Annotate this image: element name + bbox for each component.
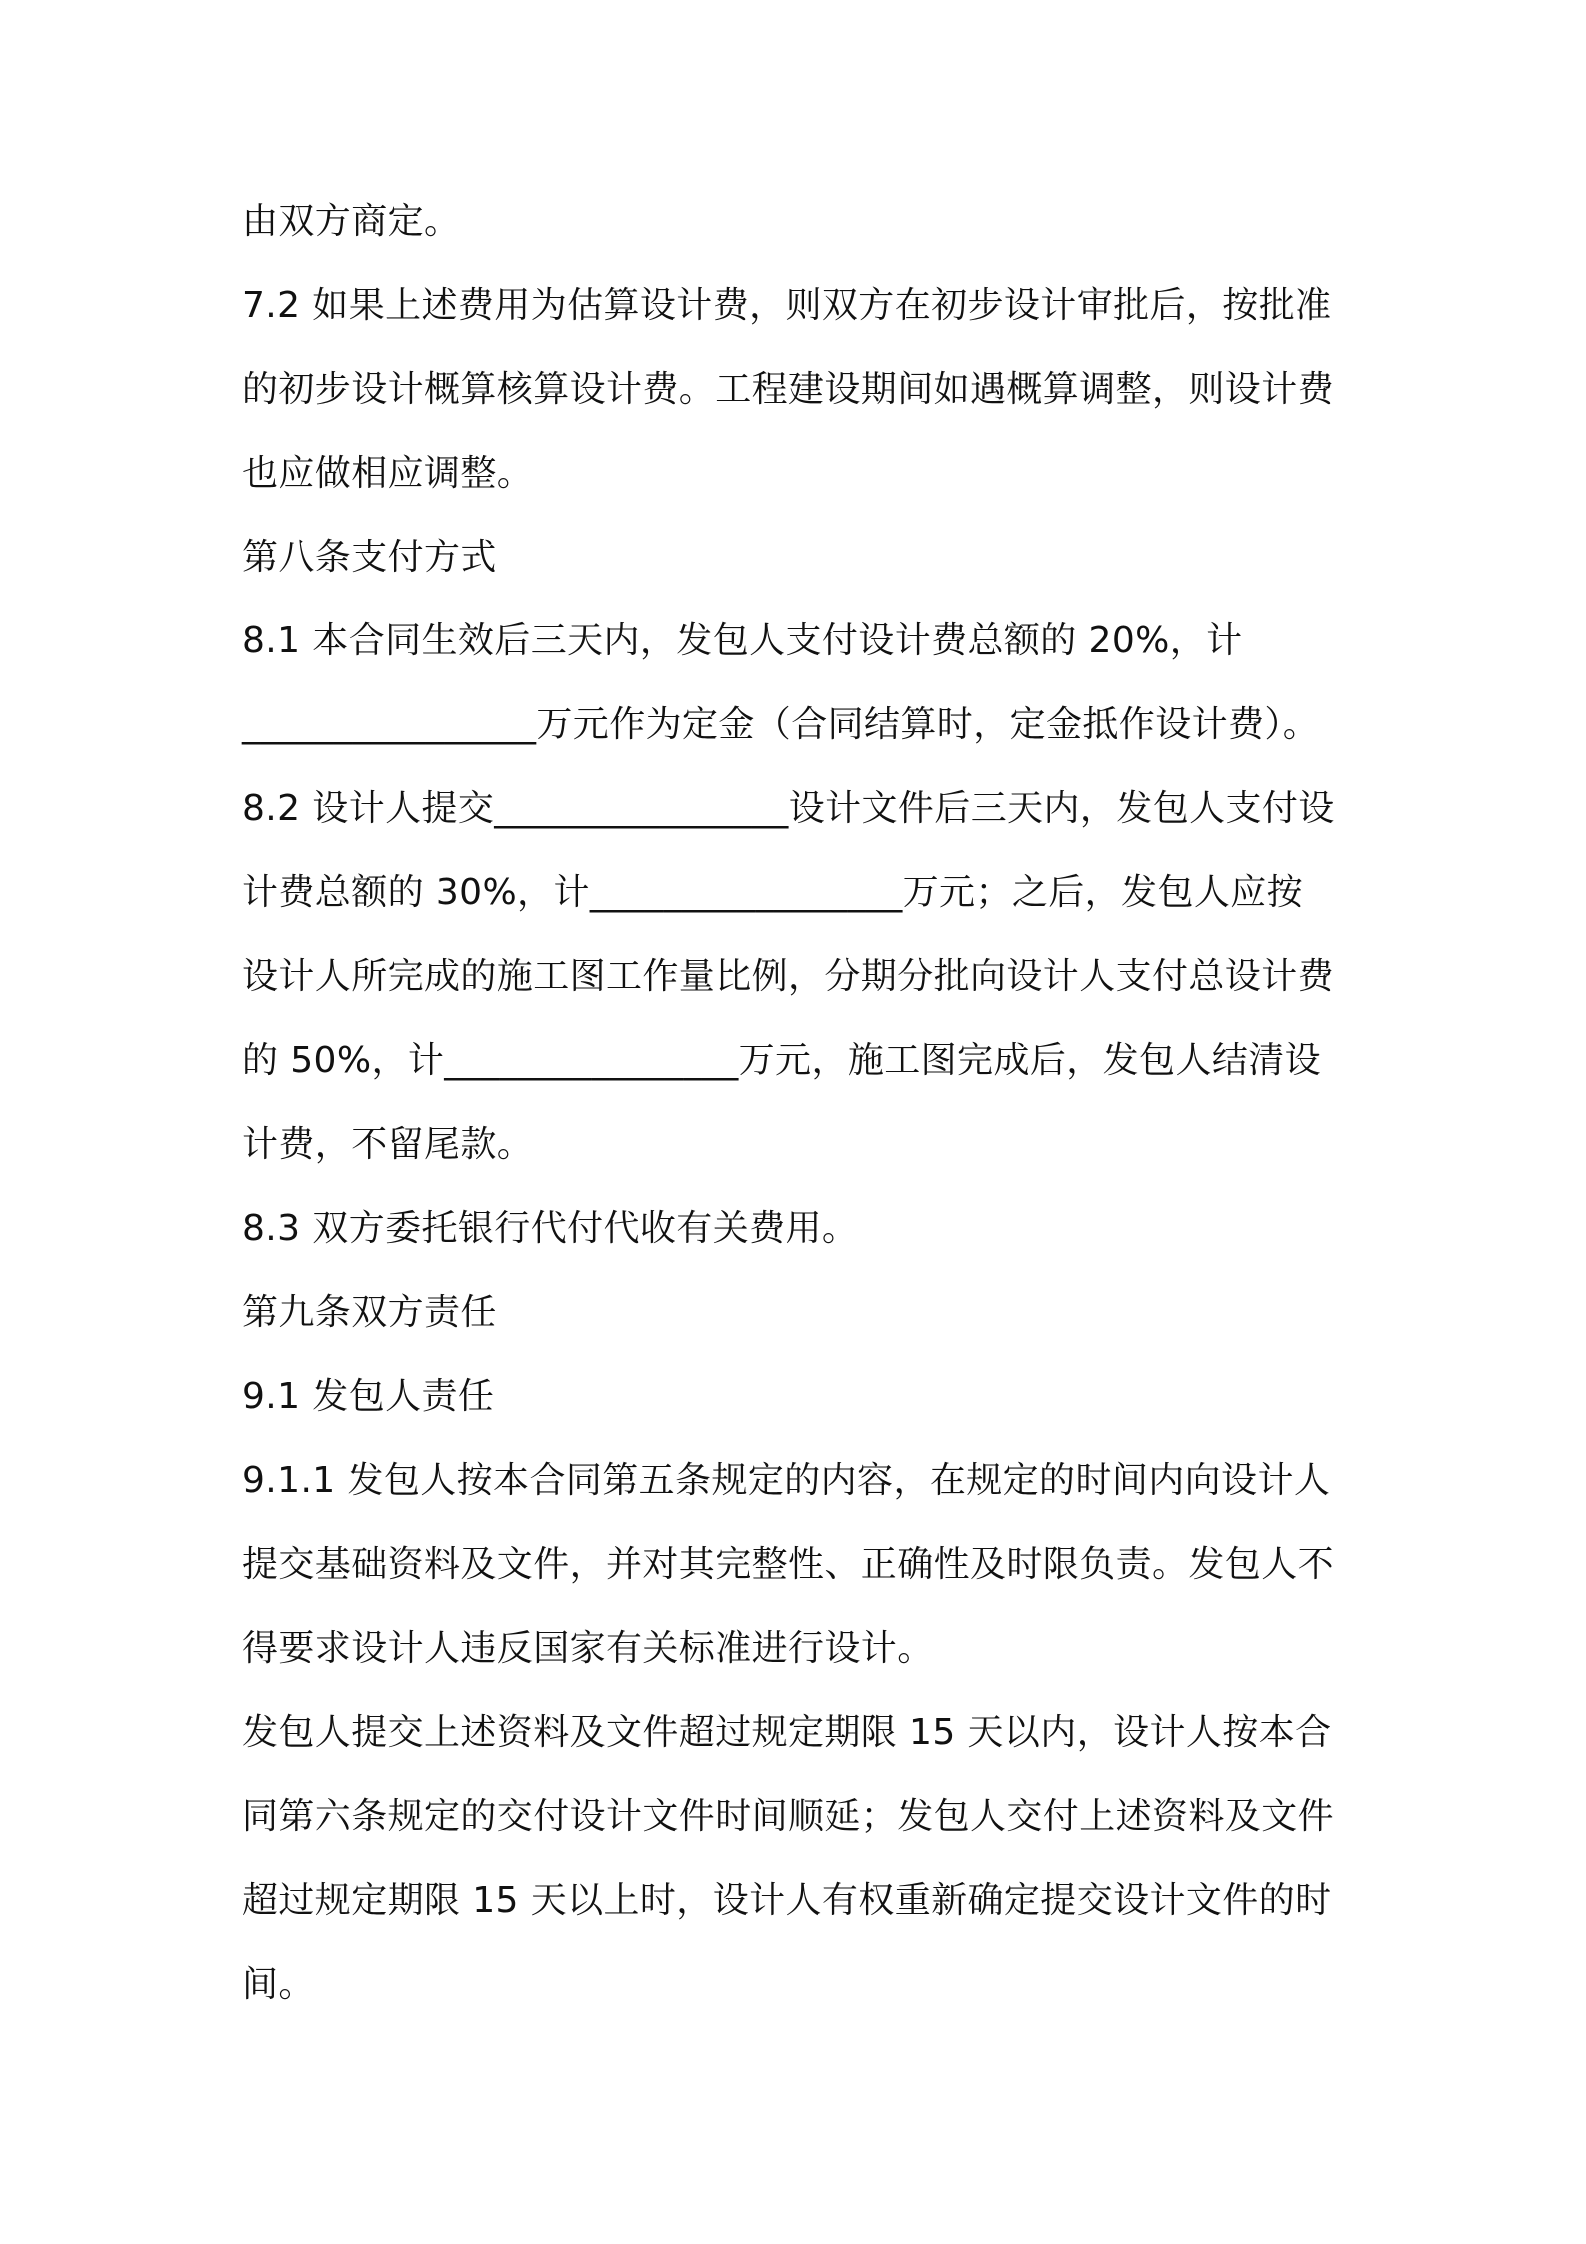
- section-heading: 第九条双方责任: [242, 1292, 497, 1333]
- text-line: 同第六条规定的交付设计文件时间顺延；发包人交付上述资料及文件: [242, 1796, 1335, 1837]
- text-line: 提交基础资料及文件，并对其完整性、正确性及时限负责。发包人不: [242, 1544, 1335, 1585]
- text-line: 也应做相应调整。: [242, 453, 534, 494]
- text-line: ________________万元作为定金（合同结算时，定金抵作设计费）。: [242, 704, 1320, 745]
- text-line: 发包人提交上述资料及文件超过规定期限 15 天以内，设计人按本合: [242, 1712, 1332, 1753]
- text-line: 8.3 双方委托银行代付代收有关费用。: [242, 1208, 859, 1249]
- subsection-heading: 9.1 发包人责任: [242, 1376, 495, 1417]
- text-line: 的 50%，计________________万元，施工图完成后，发包人结清设: [242, 1040, 1322, 1081]
- section-heading: 第八条支付方式: [242, 537, 497, 578]
- text-line: 计费总额的 30%，计_________________万元；之后，发包人应按: [242, 872, 1304, 913]
- text-line: 计费，不留尾款。: [242, 1124, 534, 1165]
- text-line: 8.1 本合同生效后三天内，发包人支付设计费总额的 20%，计: [242, 620, 1243, 661]
- text-line: 8.2 设计人提交________________设计文件后三天内，发包人支付设: [242, 788, 1335, 829]
- text-line: 得要求设计人违反国家有关标准进行设计。: [242, 1628, 934, 1669]
- text-line: 设计人所完成的施工图工作量比例，分期分批向设计人支付总设计费: [242, 956, 1335, 997]
- text-line: 由双方商定。: [242, 201, 461, 242]
- text-line: 7.2 如果上述费用为估算设计费，则双方在初步设计审批后，按批准: [242, 285, 1332, 326]
- text-line: 9.1.1 发包人按本合同第五条规定的内容，在规定的时间内向设计人: [242, 1460, 1331, 1501]
- text-line: 超过规定期限 15 天以上时，设计人有权重新确定提交设计文件的时: [242, 1880, 1332, 1921]
- text-line: 间。: [242, 1964, 315, 2005]
- text-line: 的初步设计概算核算设计费。工程建设期间如遇概算调整，则设计费: [242, 369, 1335, 410]
